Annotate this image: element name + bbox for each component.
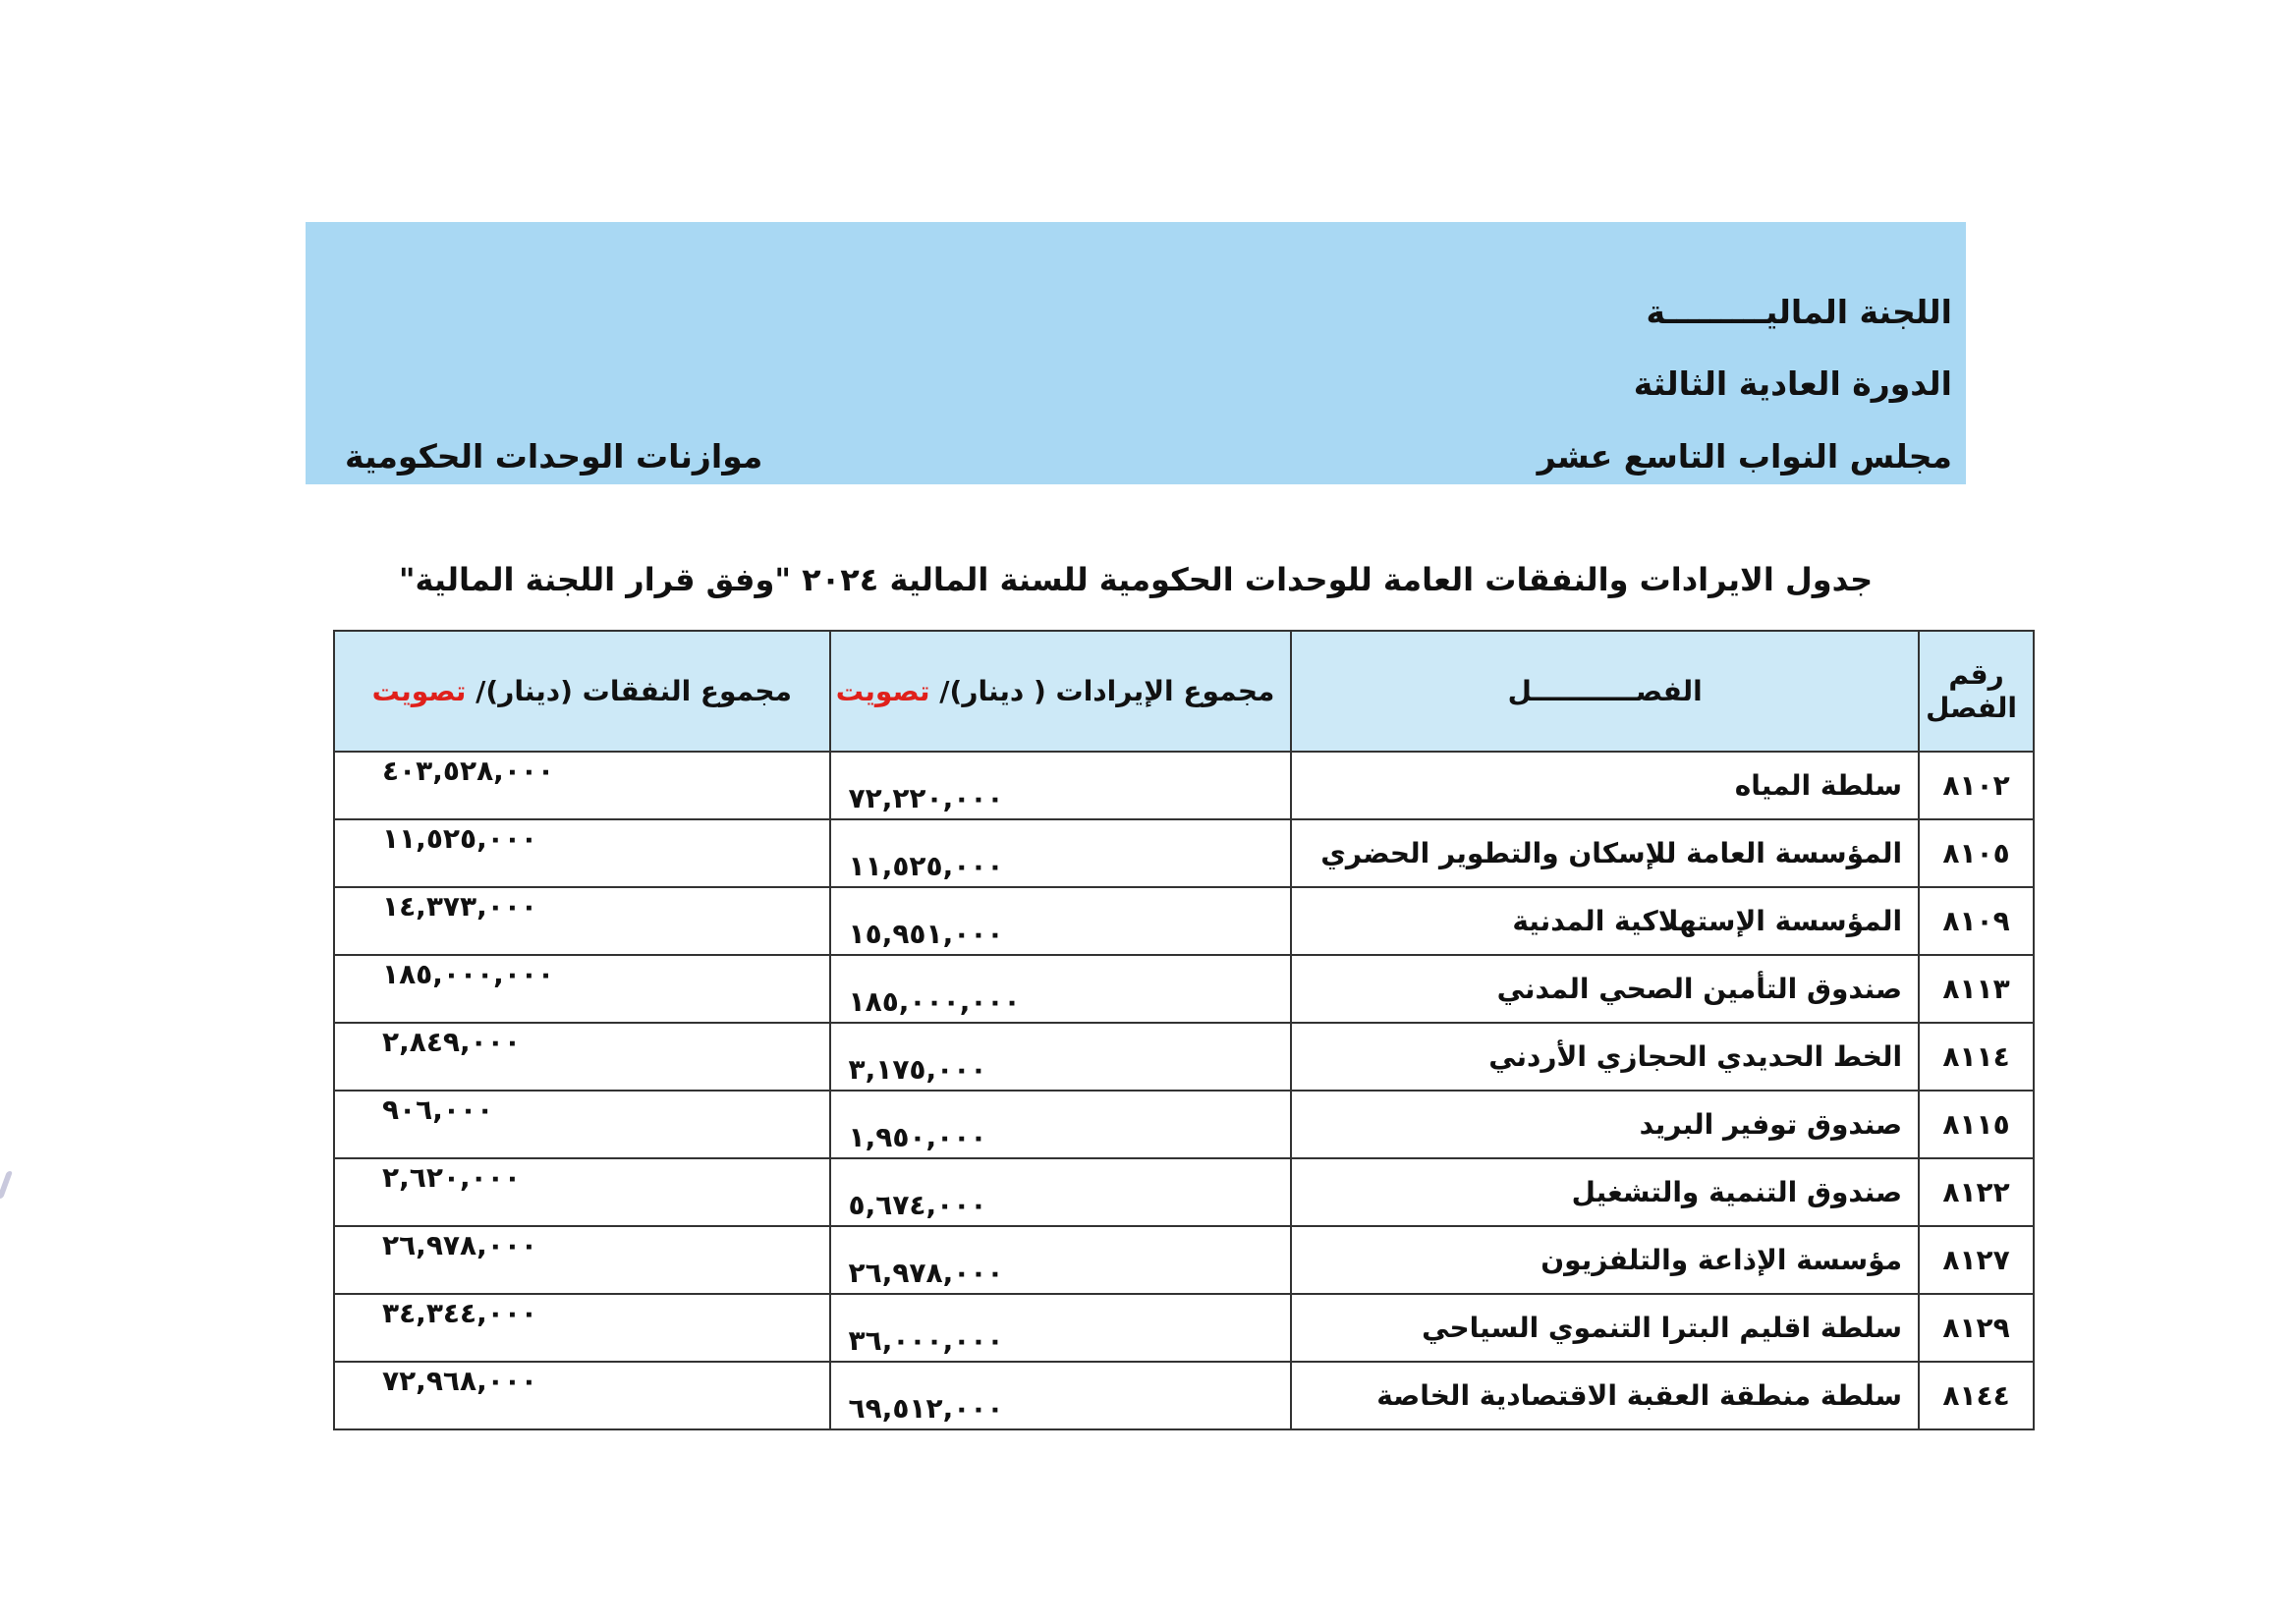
chapter-expenses: ٩٠٦,٠٠٠: [334, 1091, 830, 1158]
chapter-expenses: ٣٤,٣٤٤,٠٠٠: [334, 1294, 830, 1362]
committee-name: اللجنة الماليـــــــــة: [1646, 293, 1952, 331]
table-header-row: [334, 631, 2034, 752]
chapter-name: المؤسسة الإستهلاكية المدنية: [1291, 887, 1919, 955]
chapter-name: صندوق توفير البريد: [1291, 1091, 1919, 1158]
chapter-number: ٨١٠٢: [1919, 752, 2034, 819]
chapter-number: ٨١٤٤: [1919, 1362, 2034, 1429]
chapter-revenues: ٢٦,٩٧٨,٠٠٠: [830, 1226, 1292, 1294]
column-header-expenses: [334, 631, 830, 752]
chapter-name: صندوق التأمين الصحي المدني: [1291, 955, 1919, 1023]
session-name: الدورة العادية الثالثة: [1633, 364, 1952, 403]
table-row: [334, 752, 2034, 819]
chapter-revenues: ٧٢,٢٢٠,٠٠٠: [830, 752, 1292, 819]
chapter-number: ٨١١٣: [1919, 955, 2034, 1023]
chapter-number: ٨١١٥: [1919, 1091, 2034, 1158]
table-row: [334, 955, 2034, 1023]
chapter-revenues: ٦٩,٥١٢,٠٠٠: [830, 1362, 1292, 1429]
revenues-header-label: مجموع الإيرادات ( دينار)/: [939, 675, 1275, 707]
column-header-name: الفصـــــــــــل: [1291, 631, 1919, 752]
chapter-revenues: ٣,١٧٥,٠٠٠: [830, 1023, 1292, 1091]
expenses-header-label: مجموع النفقات (دينار)/: [476, 675, 792, 707]
chapter-expenses: ١٨٥,٠٠٠,٠٠٠: [334, 955, 830, 1023]
chapter-number: ٨١٢٧: [1919, 1226, 2034, 1294]
chapter-name: سلطة منطقة العقبة الاقتصادية الخاصة: [1291, 1362, 1919, 1429]
table-row: [334, 1023, 2034, 1091]
document-topic: موازنات الوحدات الحكومية: [345, 437, 763, 476]
chapter-number: ٨١١٤: [1919, 1023, 2034, 1091]
column-header-number: [1919, 631, 2034, 752]
header-banner: [306, 222, 1966, 484]
chapter-number: ٨١٠٥: [1919, 819, 2034, 887]
table-row: [334, 887, 2034, 955]
chapter-revenues: ١٥,٩٥١,٠٠٠: [830, 887, 1292, 955]
chapter-revenues: ٥,٦٧٤,٠٠٠: [830, 1158, 1292, 1226]
column-header-number-line1: رقم: [1948, 657, 2004, 691]
revenues-vote-label: تصويت: [835, 675, 930, 707]
chapter-name: سلطة اقليم البترا التنموي السياحي: [1291, 1294, 1919, 1362]
chapter-number: ٨١٠٩: [1919, 887, 2034, 955]
chapter-name: المؤسسة العامة للإسكان والتطوير الحضري: [1291, 819, 1919, 887]
parliament-name: مجلس النواب التاسع عشر: [1537, 437, 1952, 476]
column-header-number-line2: الفصل: [1926, 691, 2017, 724]
chapter-name: سلطة المياه: [1291, 752, 1919, 819]
document-title: جدول الايرادات والنفقات العامة للوحدات الحكومية للسنة المالية ٢٠٢٤ "وفق قرار اللجنة المالية": [398, 561, 1874, 598]
table-row: [334, 819, 2034, 887]
chapter-expenses: ٤٠٣,٥٢٨,٠٠٠: [334, 752, 830, 819]
chapter-number: ٨١٢٢: [1919, 1158, 2034, 1226]
chapter-expenses: ٢٦,٩٧٨,٠٠٠: [334, 1226, 830, 1294]
chapter-name: مؤسسة الإذاعة والتلفزيون: [1291, 1226, 1919, 1294]
chapter-name: الخط الحديدي الحجازي الأردني: [1291, 1023, 1919, 1091]
chapter-revenues: ١٨٥,٠٠٠,٠٠٠: [830, 955, 1292, 1023]
table-row: [334, 1294, 2034, 1362]
table-row: [334, 1158, 2034, 1226]
scan-edge-mark: [0, 1171, 13, 1199]
expenses-vote-label: تصويت: [371, 675, 467, 707]
chapter-number: ٨١٢٩: [1919, 1294, 2034, 1362]
table-row: [334, 1226, 2034, 1294]
chapter-name: صندوق التنمية والتشغيل: [1291, 1158, 1919, 1226]
chapter-revenues: ١,٩٥٠,٠٠٠: [830, 1091, 1292, 1158]
chapter-revenues: ٣٦,٠٠٠,٠٠٠: [830, 1294, 1292, 1362]
budget-table: [333, 630, 2035, 1430]
chapter-revenues: ١١,٥٢٥,٠٠٠: [830, 819, 1292, 887]
chapter-expenses: ٧٢,٩٦٨,٠٠٠: [334, 1362, 830, 1429]
table-row: [334, 1362, 2034, 1429]
chapter-expenses: ١٤,٣٧٣,٠٠٠: [334, 887, 830, 955]
chapter-expenses: ١١,٥٢٥,٠٠٠: [334, 819, 830, 887]
column-header-revenues: [830, 631, 1292, 752]
chapter-expenses: ٢,٨٤٩,٠٠٠: [334, 1023, 830, 1091]
table-row: [334, 1091, 2034, 1158]
chapter-expenses: ٢,٦٢٠,٠٠٠: [334, 1158, 830, 1226]
